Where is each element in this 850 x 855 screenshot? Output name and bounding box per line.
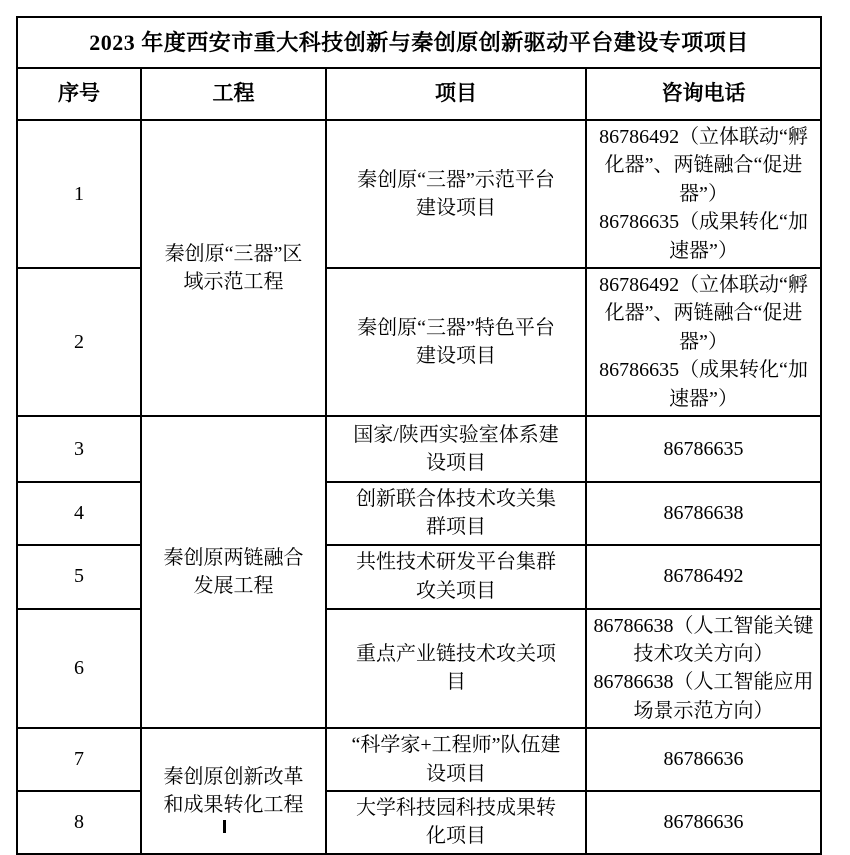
phone-cell <box>586 482 821 545</box>
serial-cell: 7 <box>17 728 141 791</box>
column-header-serial: 序号 <box>17 68 141 120</box>
project-group-cell: 秦创原“三器”区域示范工程 <box>141 120 326 416</box>
text-cursor-mark <box>223 820 226 833</box>
serial-cell: 6 <box>17 609 141 729</box>
serial-cell: 1 <box>17 120 141 268</box>
projects-table <box>16 16 822 855</box>
serial-cell: 3 <box>17 416 141 482</box>
table-row <box>17 120 821 268</box>
phone-entry: 86786638（人工智能关键技术攻关方向） <box>593 614 814 666</box>
table-row <box>17 791 821 854</box>
table-row <box>17 416 821 482</box>
phone-cell <box>586 268 821 416</box>
title-row <box>17 17 821 68</box>
serial-cell: 2 <box>17 268 141 416</box>
phone-entry: 86786635（成果转化“加速器”） <box>599 359 808 410</box>
table-row <box>17 482 821 545</box>
phone-entry: 86786492（立体联动“孵化器”、两链融合“促进器”） <box>599 126 808 205</box>
column-header-phone: 咨询电话 <box>586 68 821 120</box>
phone-cell <box>586 120 821 268</box>
project-cell: “科学家+工程师”队伍建设项目 <box>326 728 586 791</box>
phone-entry: 86786638（人工智能应用场景示范方向） <box>593 671 814 722</box>
phone-entry: 86786492 <box>663 565 744 588</box>
project-cell: 秦创原“三器”示范平台建设项目 <box>326 120 586 268</box>
column-header-project: 项目 <box>326 68 586 120</box>
serial-cell: 8 <box>17 791 141 854</box>
project-cell: 重点产业链技术攻关项目 <box>326 609 586 729</box>
phone-cell <box>586 728 821 791</box>
table-row <box>17 728 821 791</box>
phone-entry: 86786492（立体联动“孵化器”、两链融合“促进器”） <box>599 273 808 353</box>
header-row <box>17 68 821 120</box>
serial-cell: 5 <box>17 545 141 609</box>
project-cell: 秦创原“三器”特色平台建设项目 <box>326 268 586 416</box>
phone-entry: 86786636 <box>663 811 744 834</box>
table-row <box>17 609 821 729</box>
project-cell: 国家/陕西实验室体系建设项目 <box>326 416 586 482</box>
phone-entry: 86786635 <box>663 437 744 460</box>
phone-entry: 86786638 <box>663 502 744 525</box>
phone-cell <box>586 545 821 609</box>
project-cell: 大学科技园科技成果转化项目 <box>326 791 586 854</box>
table-title: 2023 年度西安市重大科技创新与秦创原创新驱动平台建设专项项目 <box>17 17 821 68</box>
column-header-group: 工程 <box>141 68 326 120</box>
phone-cell <box>586 791 821 854</box>
serial-cell: 4 <box>17 482 141 545</box>
project-cell: 共性技术研发平台集群攻关项目 <box>326 545 586 609</box>
project-group-cell: 秦创原两链融合发展工程 <box>141 416 326 728</box>
project-group-cell: 秦创原创新改革和成果转化工程 <box>141 728 326 854</box>
phone-cell <box>586 416 821 482</box>
table-row <box>17 268 821 416</box>
table-row <box>17 545 821 609</box>
phone-entry: 86786635（成果转化“加速器”） <box>599 211 808 262</box>
phone-cell <box>586 609 821 729</box>
project-cell: 创新联合体技术攻关集群项目 <box>326 482 586 545</box>
phone-entry: 86786636 <box>663 748 744 771</box>
